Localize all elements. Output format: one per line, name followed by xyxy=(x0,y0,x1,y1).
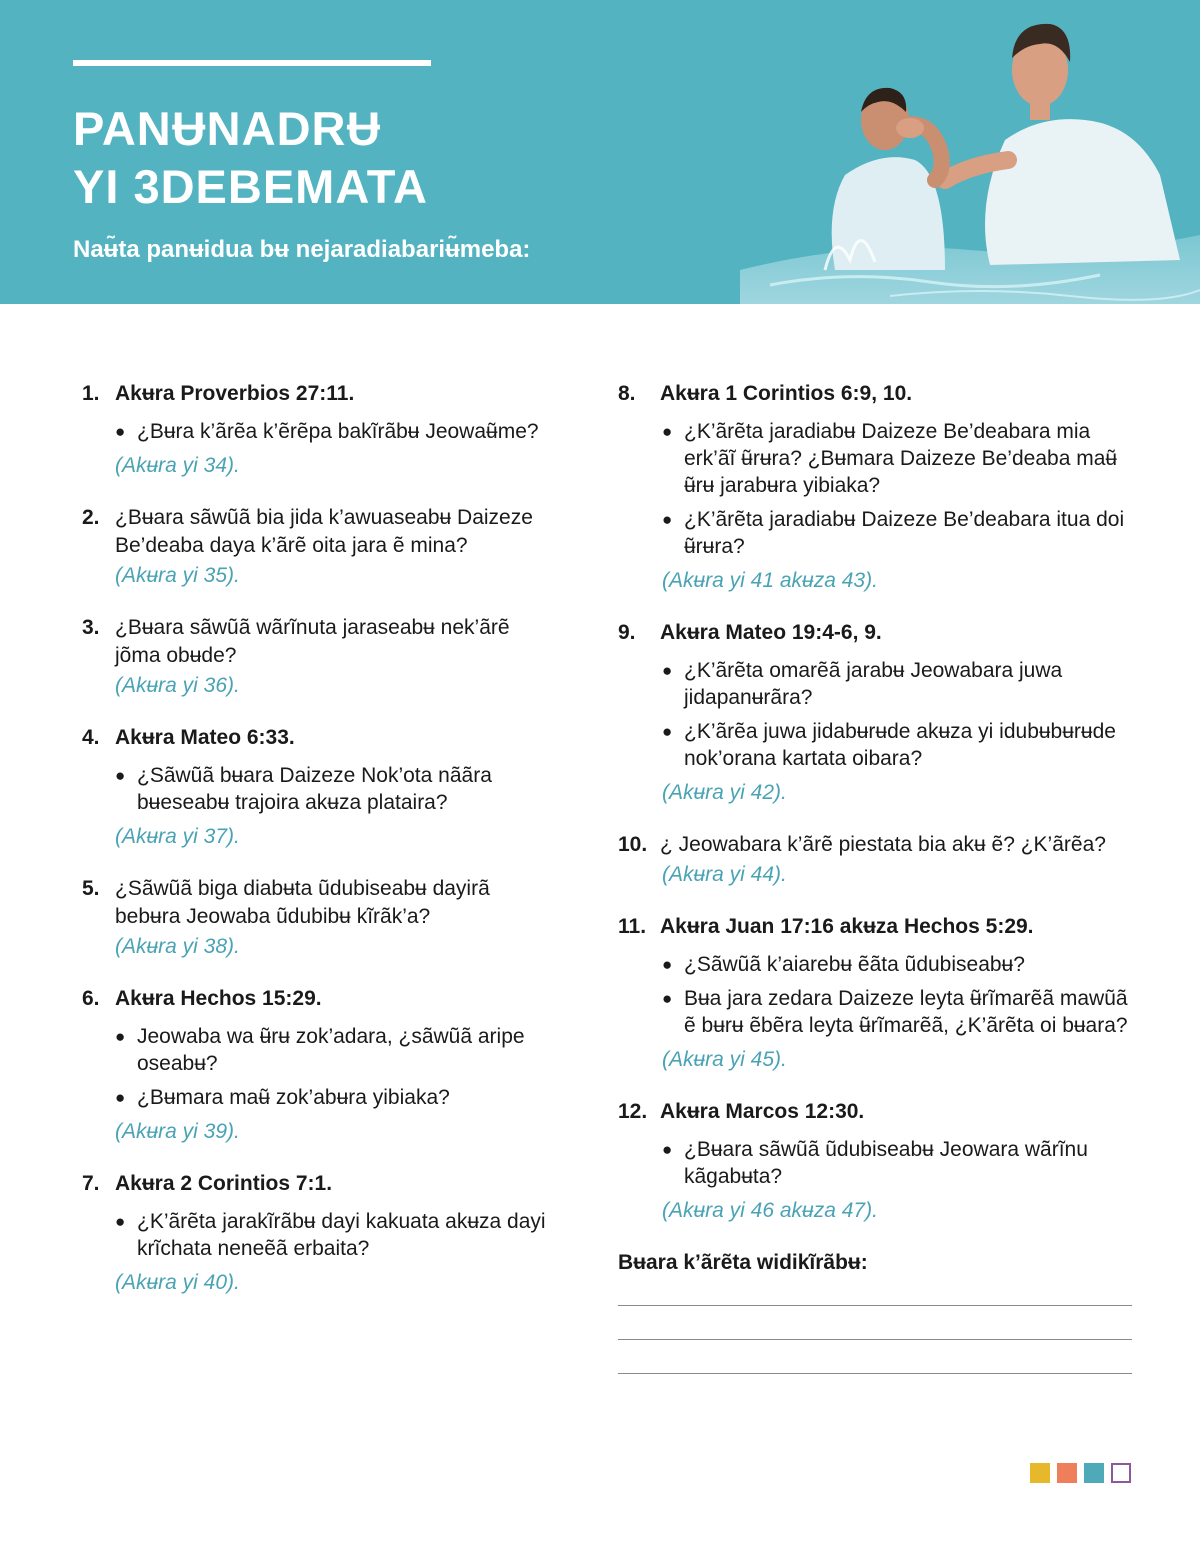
question-number: 9. xyxy=(618,621,636,644)
question-bullet: ● ¿K’ãrẽa juwa jidabʉrʉde akʉza yi idubʉbʉrʉde nok’orana kartata oibara? xyxy=(618,718,1138,772)
page-subtitle: Naʉ̃ta panʉidua bʉ nejaradiabariʉ̃meba: xyxy=(73,236,531,263)
reference-link[interactable]: (Akʉra yi 38). xyxy=(115,935,240,958)
question-number: 5. xyxy=(82,877,100,900)
question-number: 12. xyxy=(618,1100,648,1123)
question-4 xyxy=(82,724,552,851)
question-text: ¿Bʉara sãwũã wãrĩnuta jaraseabʉ nek’ãrẽ jõma obʉde? xyxy=(115,616,510,667)
notes-section xyxy=(618,1249,1138,1374)
baptism-illustration xyxy=(740,0,1200,304)
question-10 xyxy=(618,831,1138,889)
questions-right-column xyxy=(618,380,1138,1374)
questions-left-column xyxy=(82,380,552,1321)
question-number: 7. xyxy=(82,1172,100,1195)
reference-link[interactable]: (Akʉra yi 36). xyxy=(115,674,240,697)
note-line[interactable] xyxy=(618,1305,1132,1306)
question-1 xyxy=(82,380,552,480)
question-bullet: ● ¿Bʉra k’ãrẽa k’ẽrẽpa bakĩrãbʉ Jeowaʉ̃me? xyxy=(82,418,552,445)
note-line[interactable] xyxy=(618,1373,1132,1374)
page-title-line-1: PANɄNADRɄ xyxy=(73,102,382,155)
question-text: Akʉra Mateo 19:4-6, 9. xyxy=(660,621,882,644)
question-bullet: ● ¿Sãwũã bʉara Daizeze Nok’ota nããra bʉeseabʉ trajoira akʉza plataira? xyxy=(82,762,552,816)
question-bullet: ● ¿Bʉara sãwũã ũdubiseabʉ Jeowara wãrĩnu kãgabʉta? xyxy=(618,1136,1138,1190)
reference-link[interactable]: (Akʉra yi 34). xyxy=(115,454,240,477)
question-number: 1. xyxy=(82,382,100,405)
reference-link[interactable]: (Akʉra yi 37). xyxy=(115,825,240,848)
question-number: 11. xyxy=(618,915,647,938)
page-title-line-2: YI 3DEBEMATA xyxy=(73,160,428,213)
reference-link[interactable]: (Akʉra yi 41 akʉza 43). xyxy=(662,569,878,592)
question-2 xyxy=(82,504,552,590)
question-bullet: ● ¿K’ãrẽta jaradiabʉ Daizeze Be’deabara mia erk’ãĩ ʉ̃rʉra? ¿Bʉmara Daizeze Be’deaba maʉ̃ ʉ̃rʉ jarabʉra yibiaka? xyxy=(618,418,1138,499)
question-bullet: ● ¿Bʉmara maʉ̃ zok’abʉra yibiaka? xyxy=(82,1084,552,1111)
decorative-squares xyxy=(1030,1463,1131,1483)
page-title xyxy=(73,100,428,216)
question-bullet: ● Jeowaba wa ʉ̃rʉ zok’adara, ¿sãwũã aripe oseabʉ? xyxy=(82,1023,552,1077)
question-bullet: ● ¿K’ãrẽta omarẽã jarabʉ Jeowabara juwa jidapanʉrãra? xyxy=(618,657,1138,711)
question-3 xyxy=(82,614,552,700)
teal-square xyxy=(1084,1463,1104,1483)
header-rule xyxy=(73,60,431,66)
reference-link[interactable]: (Akʉra yi 39). xyxy=(115,1120,240,1143)
question-text: Akʉra Hechos 15:29. xyxy=(115,987,322,1010)
reference-link[interactable]: (Akʉra yi 40). xyxy=(115,1271,240,1294)
question-text: Akʉra Juan 17:16 akʉza Hechos 5:29. xyxy=(660,915,1034,938)
question-text: ¿Bʉara sãwũã bia jida k’awuaseabʉ Daizeze Be’deaba daya k’ãrẽ oita jara ẽ mina? xyxy=(115,506,533,557)
question-bullet: ● Bʉa jara zedara Daizeze leyta ʉ̃rĩmarẽã mawũã ẽ bʉrʉ ẽbẽra leyta ʉ̃rĩmarẽã, ¿K’ãrẽta oi bʉara? xyxy=(618,985,1138,1039)
yellow-square xyxy=(1030,1463,1050,1483)
question-7 xyxy=(82,1170,552,1297)
question-5 xyxy=(82,875,552,961)
question-text: ¿ Jeowabara k’ãrẽ piestata bia akʉ ẽ? ¿K’ãrẽa? xyxy=(660,833,1106,856)
reference-link[interactable]: (Akʉra yi 45). xyxy=(662,1048,787,1071)
question-number: 2. xyxy=(82,506,100,529)
reference-link[interactable]: (Akʉra yi 46 akʉza 47). xyxy=(662,1199,878,1222)
question-text: Akʉra Proverbios 27:11. xyxy=(115,382,355,405)
question-number: 4. xyxy=(82,726,100,749)
question-number: 8. xyxy=(618,382,636,405)
reference-link[interactable]: (Akʉra yi 35). xyxy=(115,564,240,587)
reference-link[interactable]: (Akʉra yi 44). xyxy=(662,863,787,886)
question-bullet: ● ¿Sãwũã k’aiarebʉ ẽãta ũdubiseabʉ? xyxy=(618,951,1138,978)
question-6 xyxy=(82,985,552,1146)
page-header xyxy=(0,0,1200,304)
question-text: Akʉra 2 Corintios 7:1. xyxy=(115,1172,333,1195)
reference-link[interactable]: (Akʉra yi 42). xyxy=(662,781,787,804)
orange-square xyxy=(1057,1463,1077,1483)
question-number: 3. xyxy=(82,616,100,639)
question-text: Akʉra Marcos 12:30. xyxy=(660,1100,865,1123)
question-text: ¿Sãwũã biga diabʉta ũdubiseabʉ dayirã bebʉra Jeowaba ũdubibʉ kĩrãk’a? xyxy=(115,877,490,928)
question-text: Akʉra Mateo 6:33. xyxy=(115,726,295,749)
question-bullet: ● ¿K’ãrẽta jarakĩrãbʉ dayi kakuata akʉza dayi krĩchata neneẽã erbaita? xyxy=(82,1208,552,1262)
question-12 xyxy=(618,1098,1138,1225)
question-number: 6. xyxy=(82,987,100,1010)
question-bullet: ● ¿K’ãrẽta jaradiabʉ Daizeze Be’deabara itua doi ʉ̃rʉra? xyxy=(618,506,1138,560)
notes-label: Bʉara k’ãrẽta widikĩrãbʉ: xyxy=(618,1251,868,1274)
question-text: Akʉra 1 Corintios 6:9, 10. xyxy=(660,382,913,405)
note-line[interactable] xyxy=(618,1339,1132,1340)
question-11 xyxy=(618,913,1138,1074)
question-number: 10. xyxy=(618,833,648,856)
purple-outline-square xyxy=(1111,1463,1131,1483)
question-9 xyxy=(618,619,1138,807)
question-8 xyxy=(618,380,1138,595)
